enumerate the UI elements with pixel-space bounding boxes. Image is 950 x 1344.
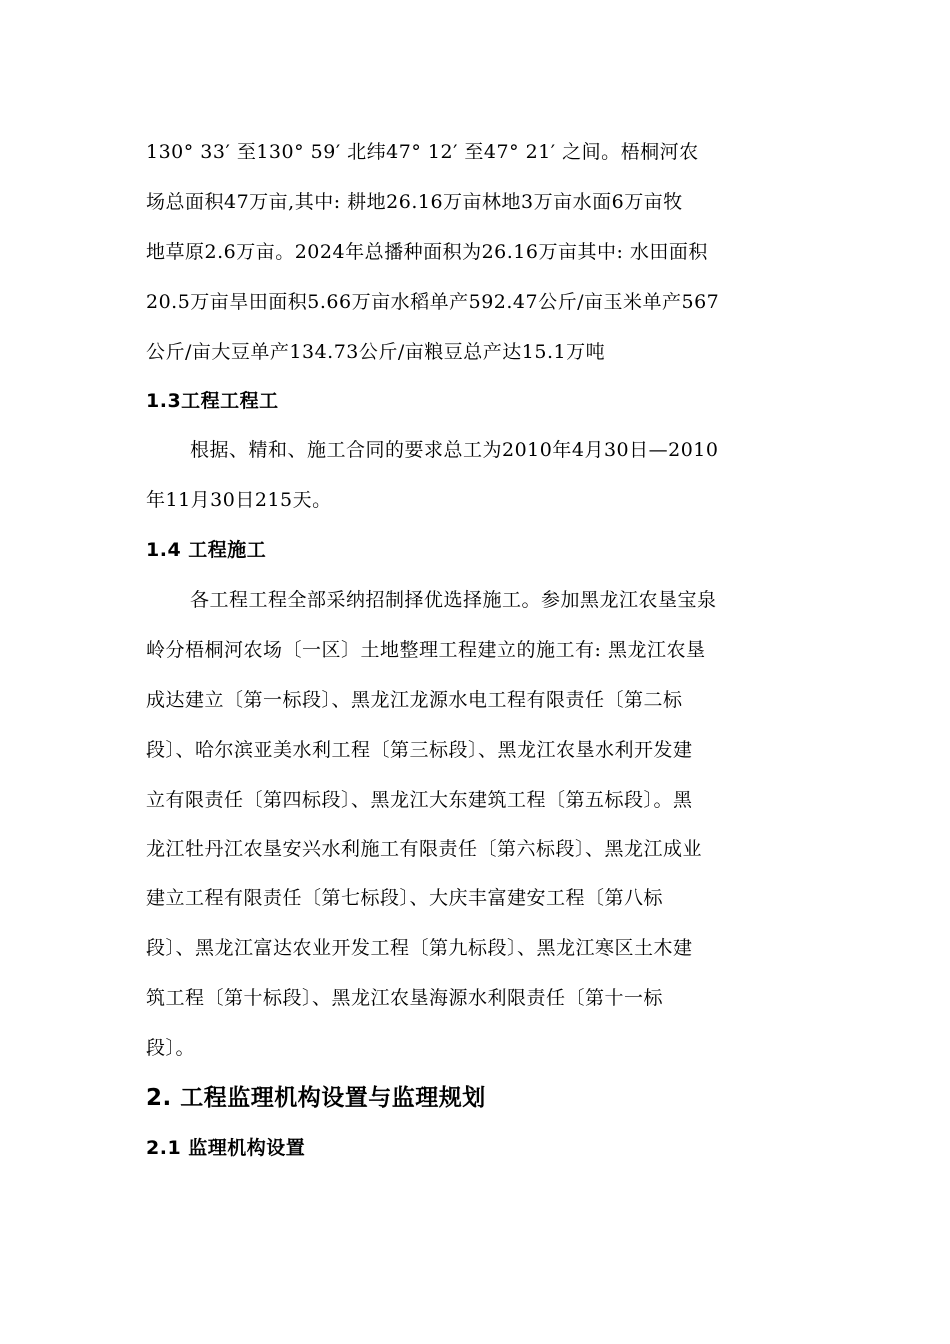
- section-1-4-line: 段〕、哈尔滨亚美水利工程〔第三标段〕、黑龙江农垦水利开发建: [146, 739, 693, 761]
- section-heading-1-3: 1.3工程工程工: [146, 390, 279, 412]
- section-heading-2: 2. 工程监理机构设置与监理规划: [146, 1085, 486, 1111]
- intro-line: 20.5万亩旱田面积5.66万亩水稻单产592.47公斤/亩玉米单产567: [146, 291, 720, 313]
- intro-line: 地草原2.6万亩。2024年总播种面积为26.16万亩其中: 水田面积: [146, 241, 708, 263]
- intro-line: 130° 33′ 至130° 59′ 北纬47° 12′ 至47° 21′ 之间。梧桐河农: [146, 141, 699, 163]
- section-1-4-line: 段〕、黑龙江富达农业开发工程〔第九标段〕、黑龙江寒区土木建: [146, 937, 693, 959]
- section-1-3-line: 根据、精和、施工合同的要求总工为2010年4月30日—2010: [190, 439, 719, 461]
- section-1-4-line: 筑工程〔第十标段〕、黑龙江农垦海源水利限责任〔第十一标: [146, 987, 664, 1009]
- section-1-4-line: 各工程工程全部采纳招制择优选择施工。参加黑龙江农垦宝泉: [190, 589, 717, 611]
- section-1-4-line: 立有限责任〔第四标段〕、黑龙江大东建筑工程〔第五标段〕。黑: [146, 789, 693, 811]
- section-1-4-line: 成达建立〔第一标段〕、黑龙江龙源水电工程有限责任〔第二标: [146, 689, 683, 711]
- section-1-4-line: 岭分梧桐河农场〔一区〕土地整理工程建立的施工有: 黑龙江农垦: [146, 639, 706, 661]
- section-1-4-line: 段〕。: [146, 1037, 196, 1059]
- intro-line: 场总面积47万亩,其中: 耕地26.16万亩林地3万亩水面6万亩牧: [146, 191, 683, 213]
- section-heading-2-1: 2.1 监理机构设置: [146, 1137, 306, 1159]
- intro-line: 公斤/亩大豆单产134.73公斤/亩粮豆总产达15.1万吨: [146, 341, 606, 363]
- section-1-4-line: 建立工程有限责任〔第七标段〕、大庆丰富建安工程〔第八标: [146, 887, 664, 909]
- section-1-4-line: 龙江牡丹江农垦安兴水利施工有限责任〔第六标段〕、黑龙江成业: [146, 838, 703, 860]
- section-1-3-line: 年11月30日215天。: [146, 489, 332, 511]
- section-heading-1-4: 1.4 工程施工: [146, 539, 267, 561]
